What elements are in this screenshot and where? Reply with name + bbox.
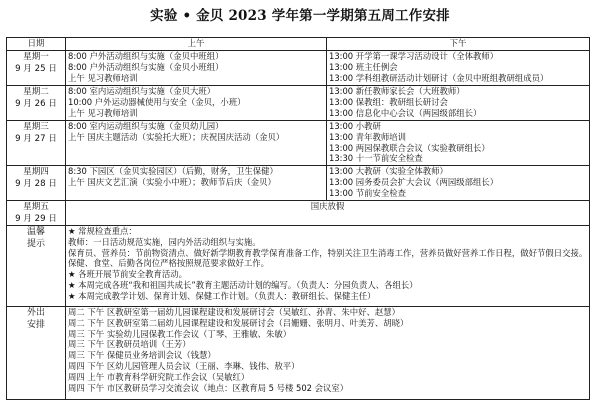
pm-item: 13:00 班主任例会 (329, 61, 398, 72)
page-title: 实验 • 金贝 2023 学年第一学期第五周工作安排 (150, 8, 450, 24)
pm-item: 13:30 十一节前安全检查 (329, 153, 423, 164)
pm-item: 13:00 小教研 (329, 121, 381, 131)
note-line: ★ 本周完成各班“我和祖国共成长”教育主题活动计划的编写。（负责人：分园负责人、各组长） (68, 279, 418, 290)
holiday-text: 国庆放假 (310, 201, 345, 211)
day-row-wed (7, 121, 590, 166)
pm-item: 13:00 青年教师培训 (329, 131, 407, 142)
pm-header: 下午 (327, 38, 590, 51)
am-header: 上午 (66, 38, 327, 51)
pm-item: 13:00 节前安全检查 (329, 187, 407, 198)
header-row (7, 38, 590, 51)
out-line: 周四 下午 市区教研员学习交流会议（地点：区教育局 5 号楼 502 会议室） (68, 382, 349, 393)
weekday: 星期三 (23, 122, 49, 132)
out-line: 周二 下午 区教研室第一届幼儿园课程建设和发展研讨会（吴敏红、孙青、朱中好、赵慧） (68, 307, 400, 317)
weekday: 星期五 (23, 202, 49, 212)
am-cell (66, 121, 327, 166)
date-header: 日期 (7, 38, 66, 51)
pm-item: 13:00 大教研（实验全体教师） (329, 166, 448, 176)
out-line: 周三 下午 实验幼儿园保教工作会议（丁琴、王雅敏、朱敏） (68, 328, 292, 339)
day-row-mon (7, 51, 590, 86)
out-line: 周四 下午 区幼儿园管理人员会议（王丽、李琳、钱伟、敖平） (68, 360, 300, 371)
day-cell (7, 201, 66, 226)
am-item: 上午 见习教师培训 (68, 107, 138, 118)
note-line: ★ 本周完成教学计划、保育计划、保健工作计划。（负责人：教研组长、保健主任） (68, 290, 376, 301)
weekday: 星期二 (23, 87, 49, 97)
notes-cell (66, 226, 590, 307)
am-item: 上午 见习教师培训 (68, 72, 138, 83)
pm-item: 13:00 学科组教研活动计划研讨（金贝中班组教研组成员） (329, 72, 549, 83)
day-row-fri (7, 201, 590, 226)
am-cell (66, 166, 327, 201)
notes-label-line: 提示 (26, 239, 45, 249)
day-row-thu (7, 166, 590, 201)
am-item: 8:30 下园区（金贝实验园区）（后勤，财务，卫生保健） (68, 166, 278, 176)
weekday: 星期四 (23, 167, 49, 177)
pm-item: 13:00 开学第一课学习活动设计（全体教师） (329, 51, 499, 61)
am-item: 10:00 户外运动器械使用与安全（金贝，小班） (68, 96, 246, 107)
out-line: 周四 上午 市教育科学研究院工作会议（吴敏红） (68, 371, 250, 382)
pm-item: 13:00 新任教师家长会（大班教师） (329, 86, 465, 96)
day-cell (7, 166, 66, 201)
am-cell (66, 51, 327, 86)
notes-label-line: 温馨 (26, 227, 45, 237)
date: 9 月 25 日 (15, 64, 57, 74)
pm-cell (327, 86, 590, 121)
out-label-line: 安排 (26, 320, 45, 330)
pm-cell (327, 121, 590, 166)
note-line: 保育员、营养员：节前物资清点、做好新学期教育教学保育准备工作，特别关注卫生消毒工作，营养员做好营养工作日程，做好节假日交接。 (68, 247, 587, 258)
pm-item: 13:00 两园保教联合会议（实验教研组长） (329, 142, 490, 153)
out-line: 周二 下午 区教研室第二届幼儿园课程建设和发展研讨会（吕姗姗、张明月、叶美芳、胡晓） (68, 317, 409, 328)
out-label-line: 外出 (26, 308, 45, 318)
am-item: 8:00 户外活动组织与实施（金贝小班组） (68, 61, 224, 72)
holiday-cell (66, 201, 590, 226)
schedule-table (6, 37, 590, 400)
date: 9 月 27 日 (15, 134, 57, 144)
am-item: 8:00 户外活动组织与实施（金贝中班组） (68, 51, 224, 61)
am-item: 8:00 室内运动组织与实施（金贝大班） (68, 86, 216, 96)
note-line: 教师：一日活动规范实施，园内外活动组织与实施。 (68, 236, 261, 247)
out-line: 周三 下午 区教研员培训（王芳） (68, 339, 191, 350)
note-line: ★ 常规检查重点： (68, 226, 137, 236)
note-line: 保健、食堂、后勤各岗位严格按照规范要求做好工作。 (68, 258, 269, 269)
am-item: 上午 国庆主题活动（实验托大班）；庆祝国庆活动（金贝） (68, 131, 285, 142)
day-cell (7, 86, 66, 121)
out-line: 周三 下午 保健员业务培训会议（钱慧） (68, 350, 216, 361)
am-item: 8:00 室内运动组织与实施（金贝幼儿园） (68, 121, 224, 131)
am-cell (66, 86, 327, 121)
pm-cell (327, 51, 590, 86)
notes-label (7, 226, 66, 307)
date: 9 月 28 日 (15, 179, 57, 189)
day-cell (7, 51, 66, 86)
am-item: 上午 国庆文艺汇演（实验小中班）；教师节后庆（金贝） (68, 176, 276, 187)
note-line: ★ 各班开展节前安全教育活动。 (68, 269, 188, 280)
pm-item: 13:00 信息化中心会议（两园级部组长） (329, 107, 482, 118)
date: 9 月 29 日 (15, 214, 57, 224)
pm-cell (327, 166, 590, 201)
notes-row (7, 226, 590, 307)
weekday: 星期一 (23, 52, 49, 62)
out-cell (66, 307, 590, 400)
day-row-tue (7, 86, 590, 121)
out-row (7, 307, 590, 400)
pm-item: 13:00 保教组：教研组长研讨会 (329, 96, 448, 107)
date: 9 月 26 日 (15, 99, 57, 109)
out-label (7, 307, 66, 400)
day-cell (7, 121, 66, 166)
pm-item: 13:00 园务委员会扩大会议（两园级部组长） (329, 176, 499, 187)
